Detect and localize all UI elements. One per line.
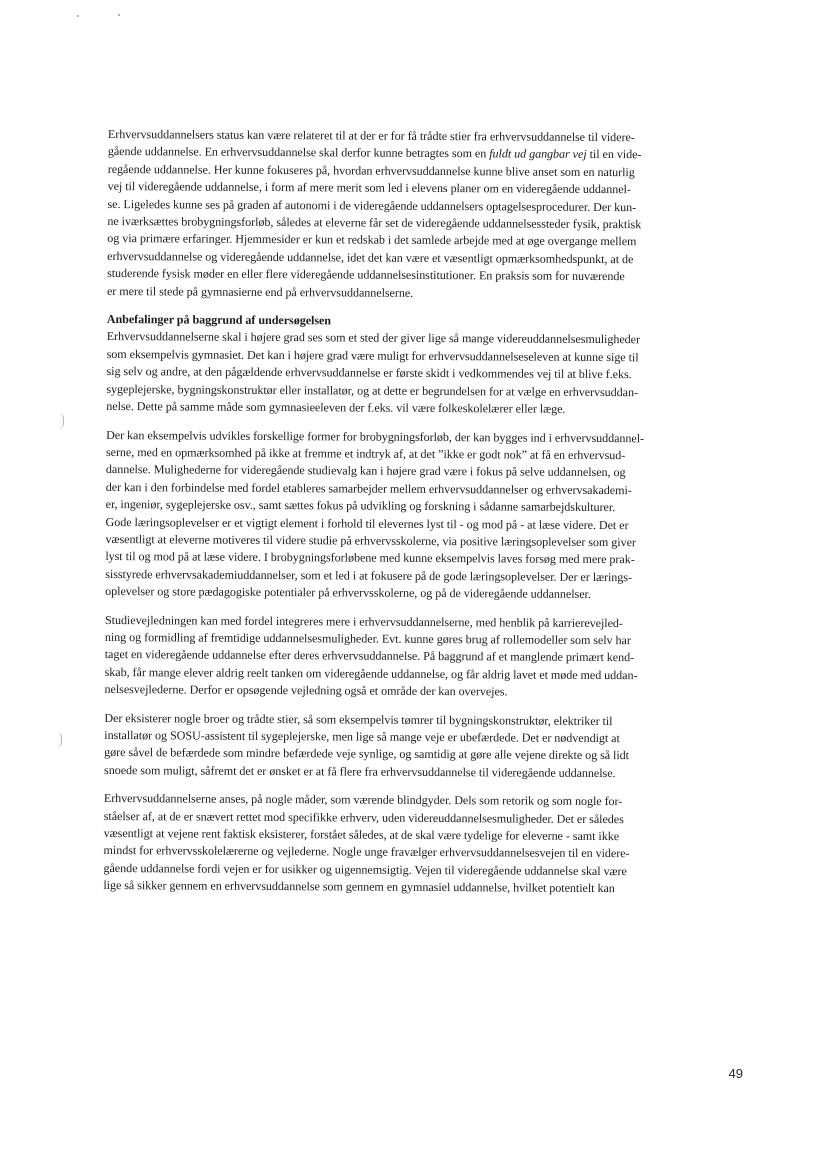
text-line: er, ingeniør, sygeplejerske osv., samt sættes fokus på udvikling og forskning i sådanne samarbejdskulturer.: [105, 497, 616, 515]
text-line: er mere til stede på gymnasierne end på erhvervsuddannelserne.: [106, 283, 414, 300]
text-line: installatør og SOSU-assistent til sygeplejerske, men lige så mange veje er ubefærdede. Det er nødvendigt at: [104, 727, 620, 746]
text-line: Gode læringsoplevelser er et vigtigt element i forhold til elevernes lyst til - og mod på - at læse videre. Det er: [105, 514, 629, 532]
text-line: erhvervsuddannelse og videregående uddannelse, idet det kan være et væsentligt opmærksomhedspunkt, at de: [107, 248, 634, 267]
paragraph: [104, 710, 761, 784]
text-line: ståelser af, at de er snævert rettet mod specifikke erhverv, uden videreuddannelsesmuligheder. Det er således: [103, 808, 624, 826]
text-line: sisstyrede erhvervsakademiuddannelser, som et led i at fokusere på de gode læringsoplevelser. Der er lærings-: [105, 566, 633, 584]
text-line: Erhvervsuddannelserne anses, på nogle måder, som værende blindgyder. Dels som retorik og som nogle for-: [103, 791, 623, 809]
text-line: Erhvervsuddannelsers status kan være relateret til at der er for få trådte stier fra erhvervsuddannelse til videre-: [107, 126, 635, 145]
text-line: Der kan eksempelvis udvikles forskellige former for brobygningsforløb, der kan bygges ind i erhvervsuddannel-: [106, 427, 645, 445]
text-line: snoede som muligt, såfremt det er ønsket er at få flere fra erhvervsuddannelse til videregående uddannelse.: [104, 762, 616, 780]
text-line: der kan i den forbindelse med fordel etableres samarbejder mellem erhvervsuddannelser og erhvervsakademi-: [105, 479, 632, 497]
text-line: regående uddannelse. Her kunne fokuseres på, hvordan erhvervsuddannelse kunne blive anset som en naturlig: [107, 161, 635, 180]
text-line: nelsesvejlederne. Derfor er opsøgende vejledning også et område der kan overvejes.: [104, 682, 508, 699]
text-line: væsentligt at eleverne motiveres til videre studie på erhvervsskolerne, via positive læringsoplevelser som giver: [105, 531, 636, 550]
text-line: sig selv og andre, at den pågældende erhvervsuddannelse er første skidt i vedkommendes vej til at blive f.eks.: [106, 364, 632, 382]
text-line: væsentligt at vejene rent faktisk eksisterer, forstået således, at de skal være tydelige for eleverne - samt ikke: [103, 826, 620, 844]
text-line: lige så sikker gennem en erhvervsuddannelse som gennem en gymnasiel uddannelse, hvilket potentielt kan: [103, 878, 615, 896]
text-line: og via primære erfaringer. Hjemmesider er kun et redskab i det samlede arbejde med at øge overgange mellem: [107, 231, 637, 249]
paragraph: [106, 311, 764, 419]
text-line: som eksempelvis gymnasiet. Det kan i højere grad være muligt for erhvervsuddannelseseleven at kunne sige til: [106, 346, 639, 365]
page-number: 49: [728, 1066, 743, 1081]
text-line: dannelse. Mulighederne for videregående studievalg kan i højere grad være i fokus på selve uddannelsen, og: [105, 462, 626, 480]
text-line: gående uddannelse. En erhvervsuddannelse skal derfor kunne betragtes som en fuldt ud gangbar vej til en vide-: [107, 144, 642, 162]
text-line: Studievejledningen kan med fordel integreres mere i erhvervsuddannelserne, med henblik på karrierevejled-: [104, 612, 623, 630]
text-line: mindst for erhvervsskolelærerne og vejlederne. Nogle unge fravælger erhvervsuddannelsesvejen til en videre-: [103, 843, 630, 861]
text-line: nelse. Dette på samme måde som gymnasieeleven der f.eks. vil være folkeskolelærer eller læge.: [106, 399, 566, 416]
scan-margin-mark: [58, 413, 64, 429]
text-line: gående uddannelse fordi vejen er for usikker og uigennemsigtig. Vejen til videregående uddannelse skal være: [103, 860, 627, 879]
scan-speck: [77, 15, 79, 17]
section-heading: Anbefalinger på baggrund af undersøgelsen: [106, 312, 332, 328]
text-line: lyst til og mod på at læse videre. I brobygningsforløbene med kunne eksempelvis laves forsøg med mere prak-: [105, 549, 635, 567]
paragraph: [107, 126, 765, 304]
text-line: ning og formidling af fremtidige uddannelsesmuligheder. Evt. kunne gøres brug af rollemodeller som selv har: [104, 629, 631, 648]
text-line: se. Ligeledes kunne ses på graden af autonomi i de videregående uddannelsers optagelsesprocedurer. Der kun-: [107, 196, 637, 214]
text-line: oplevelser og store pædagogiske potentialer på erhvervsskolerne, og på de videregående uddannelser.: [105, 584, 591, 602]
text-line: studerende fysisk møder en eller flere videregående uddannelsesinstitutioner. En praksis som for nuværende: [107, 266, 625, 284]
scan-margin-mark: [56, 732, 62, 748]
text-line: skab, får mange elever aldrig reelt tanken om videregående uddannelse, og får aldrig lavet et møde med uddan-: [104, 664, 638, 683]
text-line: Erhvervsuddannelserne skal i højere grad ses som et sted der giver lige så mange videreuddannelsesmuligheder: [106, 329, 641, 347]
paragraph: [105, 426, 763, 604]
document-body: [103, 126, 765, 910]
text-line: sygeplejerske, bygningskonstruktør eller installatør, og at dette er begrundelsen for at vælge en erhvervsuddan-: [106, 381, 639, 399]
text-line: ne iværksættes brobygningsforløb, således at eleverne får set de videregående uddannelsessteder fysik, praktisk: [107, 214, 642, 232]
text-line: vej til videregående uddannelse, i form af mere merit som led i elevens planer om en videregående uddannel-: [107, 179, 631, 197]
paragraph: [105, 612, 763, 703]
paragraph: [103, 790, 761, 898]
text-line: gøre såvel de befærdede som mindre befærdede veje synlige, og samtidig at gøre alle vejene direkte og så lidt: [104, 745, 630, 763]
text-line: taget en videregående uddannelse efter deres erhvervsuddannelse. På baggrund af et manglende primært kend-: [104, 647, 635, 665]
text-line: Der eksisterer nogle broer og trådte stier, så som eksempelvis tømrer til bygningskonstruktør, elektriker til: [104, 710, 613, 728]
text-line: serne, med en opmærksomhed på ikke at fremme et indtryk af, at det ”ikke er godt nok” at få en erhvervsud-: [105, 444, 626, 463]
scan-speck: [118, 14, 120, 16]
emphasis-text: fuldt ud gangbar vej: [489, 146, 587, 162]
